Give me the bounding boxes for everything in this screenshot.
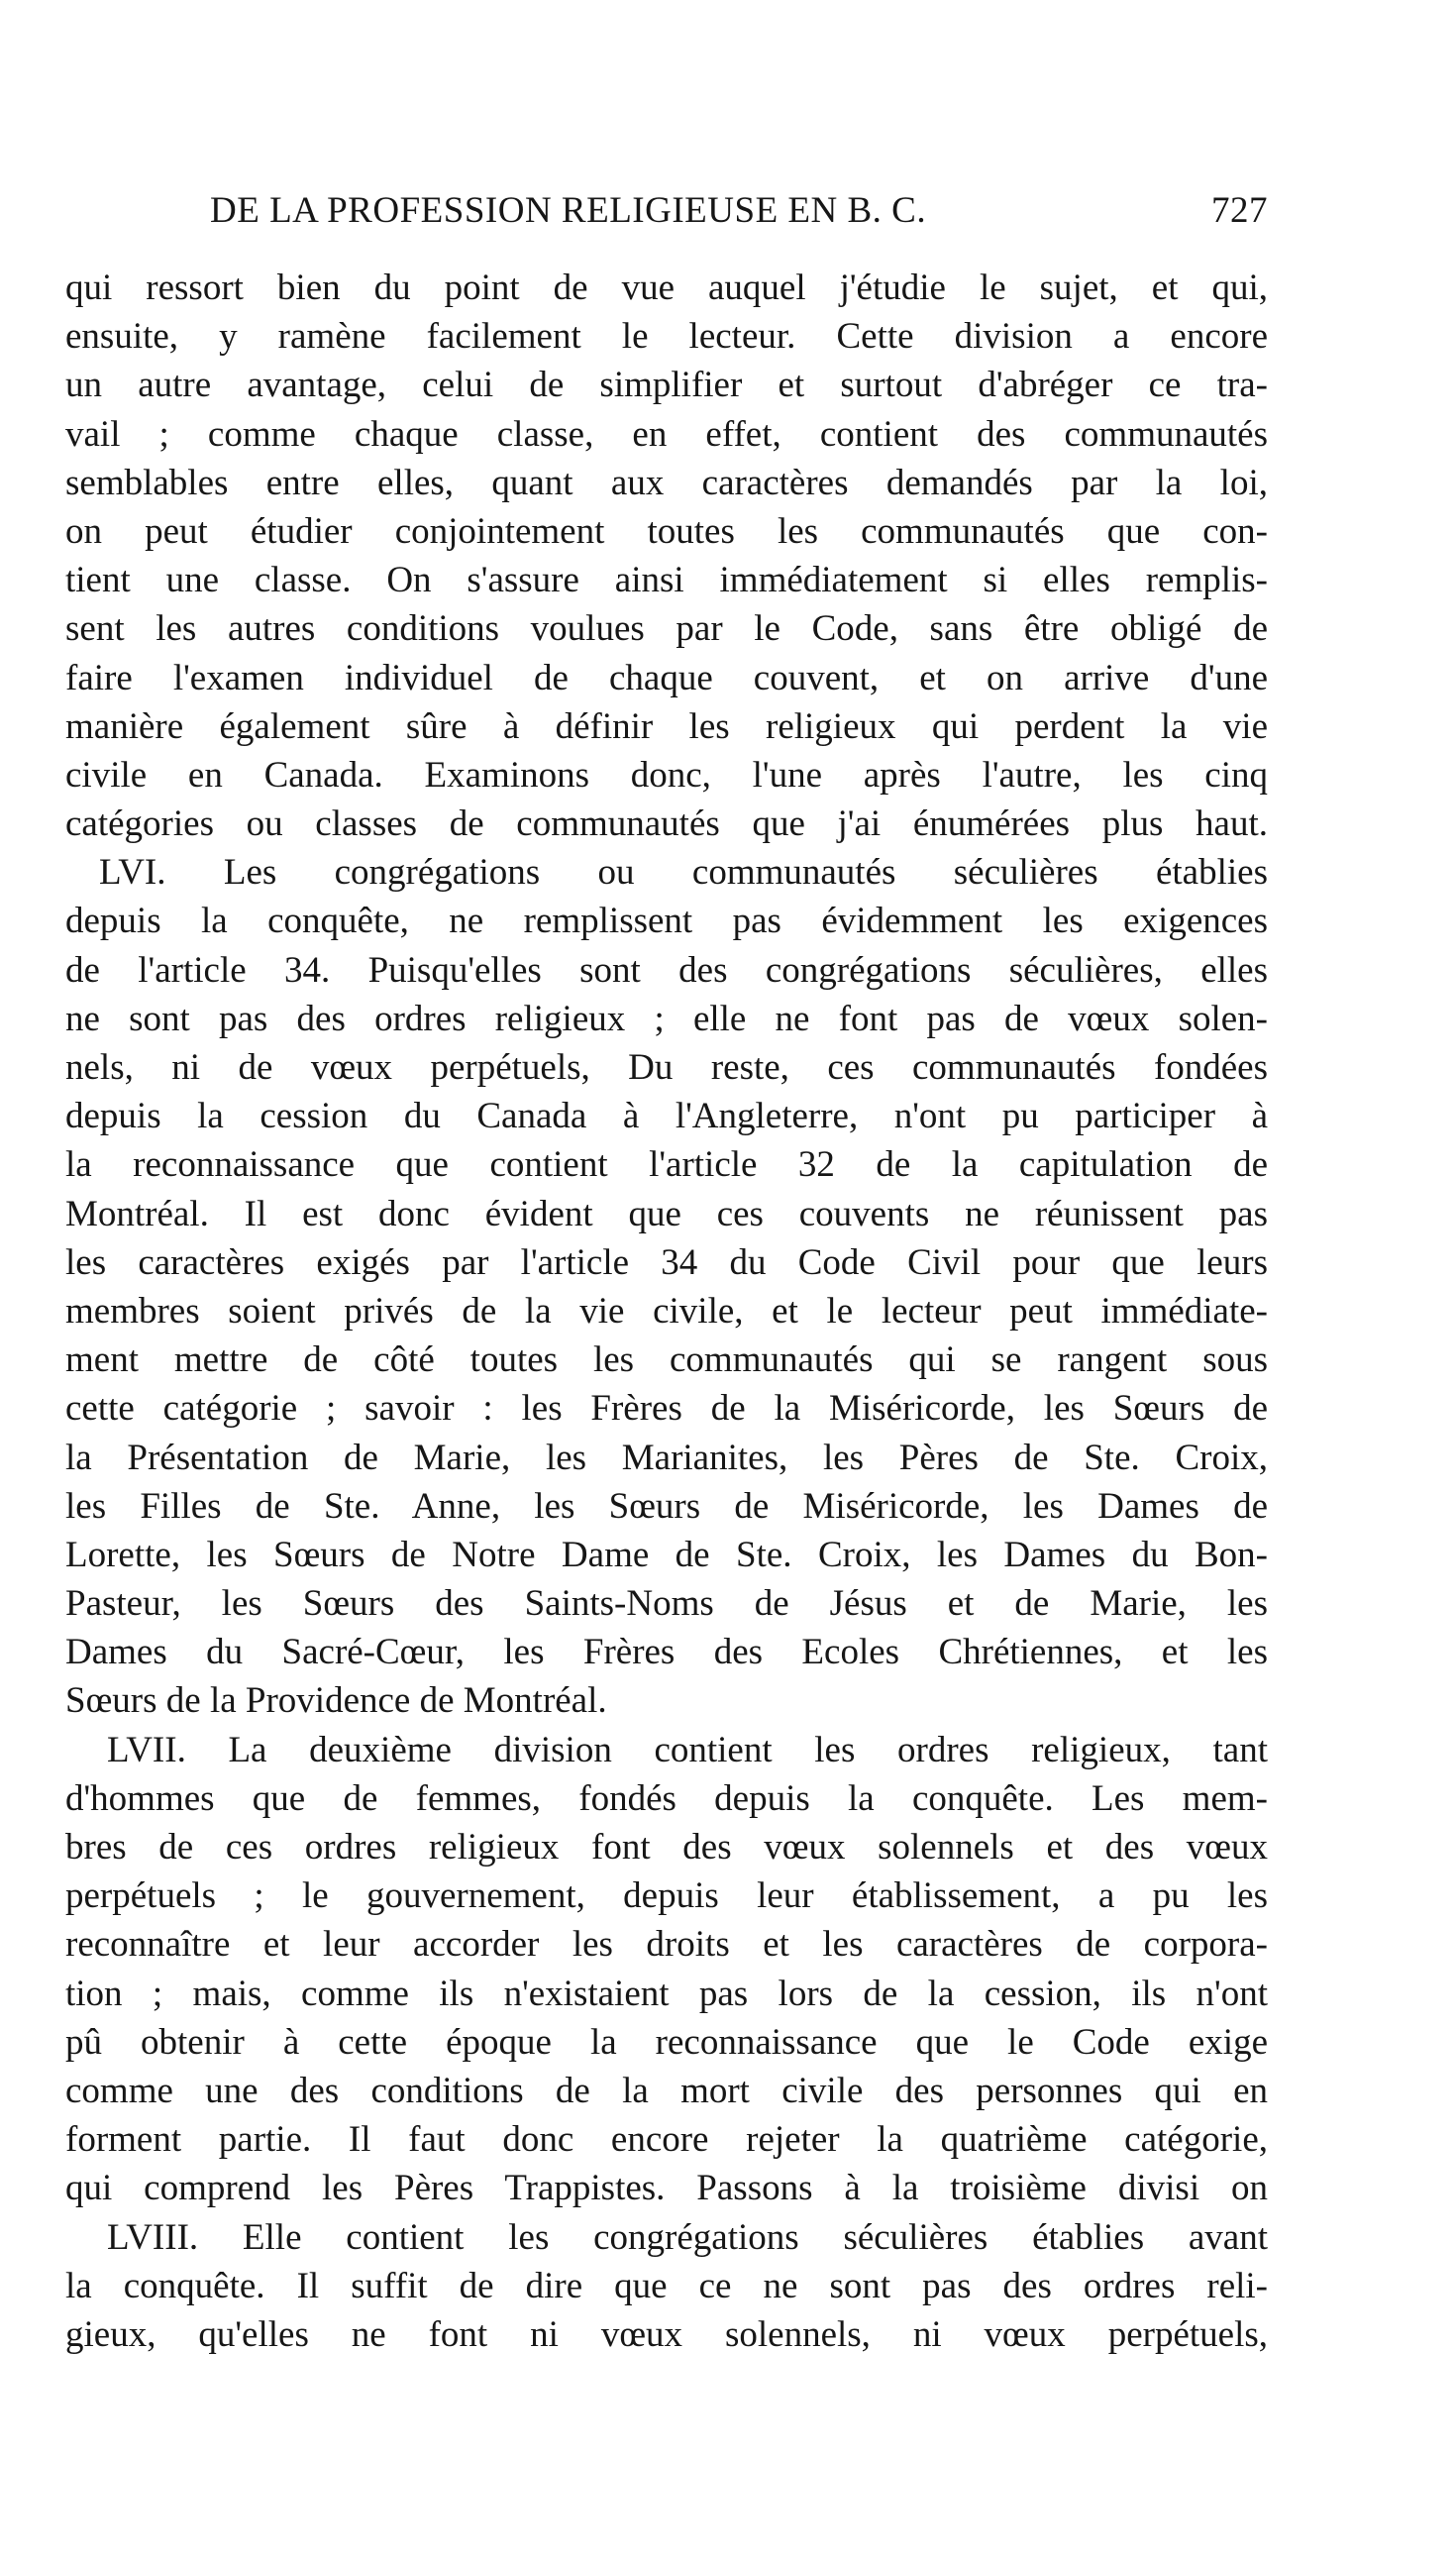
text-line: la conquête. Il suffit de dire que ce ne sont pas des ordres reli- <box>65 2265 1268 2306</box>
text-line: un autre avantage, celui de simplifier et surtout d'abréger ce tra- <box>65 365 1268 406</box>
text-line: depuis la cession du Canada à l'Angleterre, n'ont pu participer à <box>65 1096 1268 1137</box>
text-line: catégories ou classes de communautés que j'ai énumérées plus haut. <box>65 803 1268 845</box>
text-line: les Filles de Ste. Anne, les Sœurs de Miséricorde, les Dames de <box>65 1485 1268 1527</box>
paragraph-start-line: LVI. Les congrégations ou communautés séculières établies <box>99 852 1268 894</box>
text-line: la Présentation de Marie, les Marianites, les Pères de Ste. Croix, <box>65 1437 1268 1478</box>
text-line: les caractères exigés par l'article 34 du Code Civil pour que leurs <box>65 1241 1268 1283</box>
text-line: cette catégorie ; savoir : les Frères de la Miséricorde, les Sœurs de <box>65 1388 1268 1430</box>
text-line: nels, ni de vœux perpétuels, Du reste, ces communautés fondées <box>65 1047 1268 1088</box>
text-line: Pasteur, les Sœurs des Saints-Noms de Jésus et de Marie, les <box>65 1583 1268 1625</box>
paragraph-end-line: Sœurs de la Providence de Montréal. <box>65 1680 607 1722</box>
text-line: ment mettre de côté toutes les communautés qui se rangent sous <box>65 1339 1268 1381</box>
running-title: DE LA PROFESSION RELIGIEUSE EN B. C. <box>210 190 927 231</box>
text-line: bres de ces ordres religieux font des vœux solennels et des vœux <box>65 1827 1268 1868</box>
text-line: vail ; comme chaque classe, en effet, contient des communautés <box>65 413 1268 455</box>
page-number: 727 <box>1211 190 1268 231</box>
text-line: Lorette, les Sœurs de Notre Dame de Ste. Croix, les Dames du Bon- <box>65 1534 1268 1575</box>
text-line: gieux, qu'elles ne font ni vœux solennels, ni vœux perpétuels, <box>65 2313 1268 2355</box>
text-line: faire l'examen individuel de chaque couvent, et on arrive d'une <box>65 657 1268 698</box>
text-line: perpétuels ; le gouvernement, depuis leur établissement, a pu les <box>65 1875 1268 1917</box>
text-line: forment partie. Il faut donc encore rejeter la quatrième catégorie, <box>65 2119 1268 2161</box>
text-line: la reconnaissance que contient l'article 32 de la capitulation de <box>65 1144 1268 1186</box>
paragraph-start-line: LVII. La deuxième division contient les ordres religieux, tant <box>107 1729 1268 1770</box>
text-line: comme une des conditions de la mort civile des personnes qui en <box>65 2070 1268 2111</box>
running-header <box>210 186 1268 236</box>
text-line: on peut étudier conjointement toutes les communautés que con- <box>65 510 1268 552</box>
text-line: ensuite, y ramène facilement le lecteur. Cette division a encore <box>65 316 1268 358</box>
text-line: tion ; mais, comme ils n'existaient pas lors de la cession, ils n'ont <box>65 1973 1268 2014</box>
text-line: semblables entre elles, quant aux caractères demandés par la loi, <box>65 462 1268 503</box>
text-line: membres soient privés de la vie civile, et le lecteur peut immédiate- <box>65 1290 1268 1332</box>
text-line: reconnaître et leur accorder les droits et les caractères de corpora- <box>65 1924 1268 1966</box>
text-line: civile en Canada. Examinons donc, l'une après l'autre, les cinq <box>65 754 1268 796</box>
text-line: qui ressort bien du point de vue auquel j'étudie le sujet, et qui, <box>65 267 1268 308</box>
text-line: Dames du Sacré-Cœur, les Frères des Ecoles Chrétiennes, et les <box>65 1632 1268 1673</box>
text-line: depuis la conquête, ne remplissent pas évidemment les exigences <box>65 901 1268 942</box>
text-line: Montréal. Il est donc évident que ces couvents ne réunissent pas <box>65 1193 1268 1234</box>
text-line: tient une classe. On s'assure ainsi immédiatement si elles remplis- <box>65 560 1268 601</box>
body-text <box>65 264 1268 2359</box>
text-line: d'hommes que de femmes, fondés depuis la conquête. Les mem- <box>65 1777 1268 1819</box>
text-line: de l'article 34. Puisqu'elles sont des congrégations séculières, elles <box>65 949 1268 991</box>
text-line: ne sont pas des ordres religieux ; elle ne font pas de vœux solen- <box>65 998 1268 1039</box>
paragraph-end-line: qui comprend les Pères Trappistes. Passons à la troisième divisi on <box>65 2168 1268 2209</box>
text-line: sent les autres conditions voulues par le Code, sans être obligé de <box>65 608 1268 650</box>
text-line: pû obtenir à cette époque la reconnaissance que le Code exige <box>65 2021 1268 2063</box>
paragraph-start-line: LVIII. Elle contient les congrégations séculières établies avant <box>107 2216 1268 2258</box>
text-line: manière également sûre à définir les religieux qui perdent la vie <box>65 705 1268 747</box>
